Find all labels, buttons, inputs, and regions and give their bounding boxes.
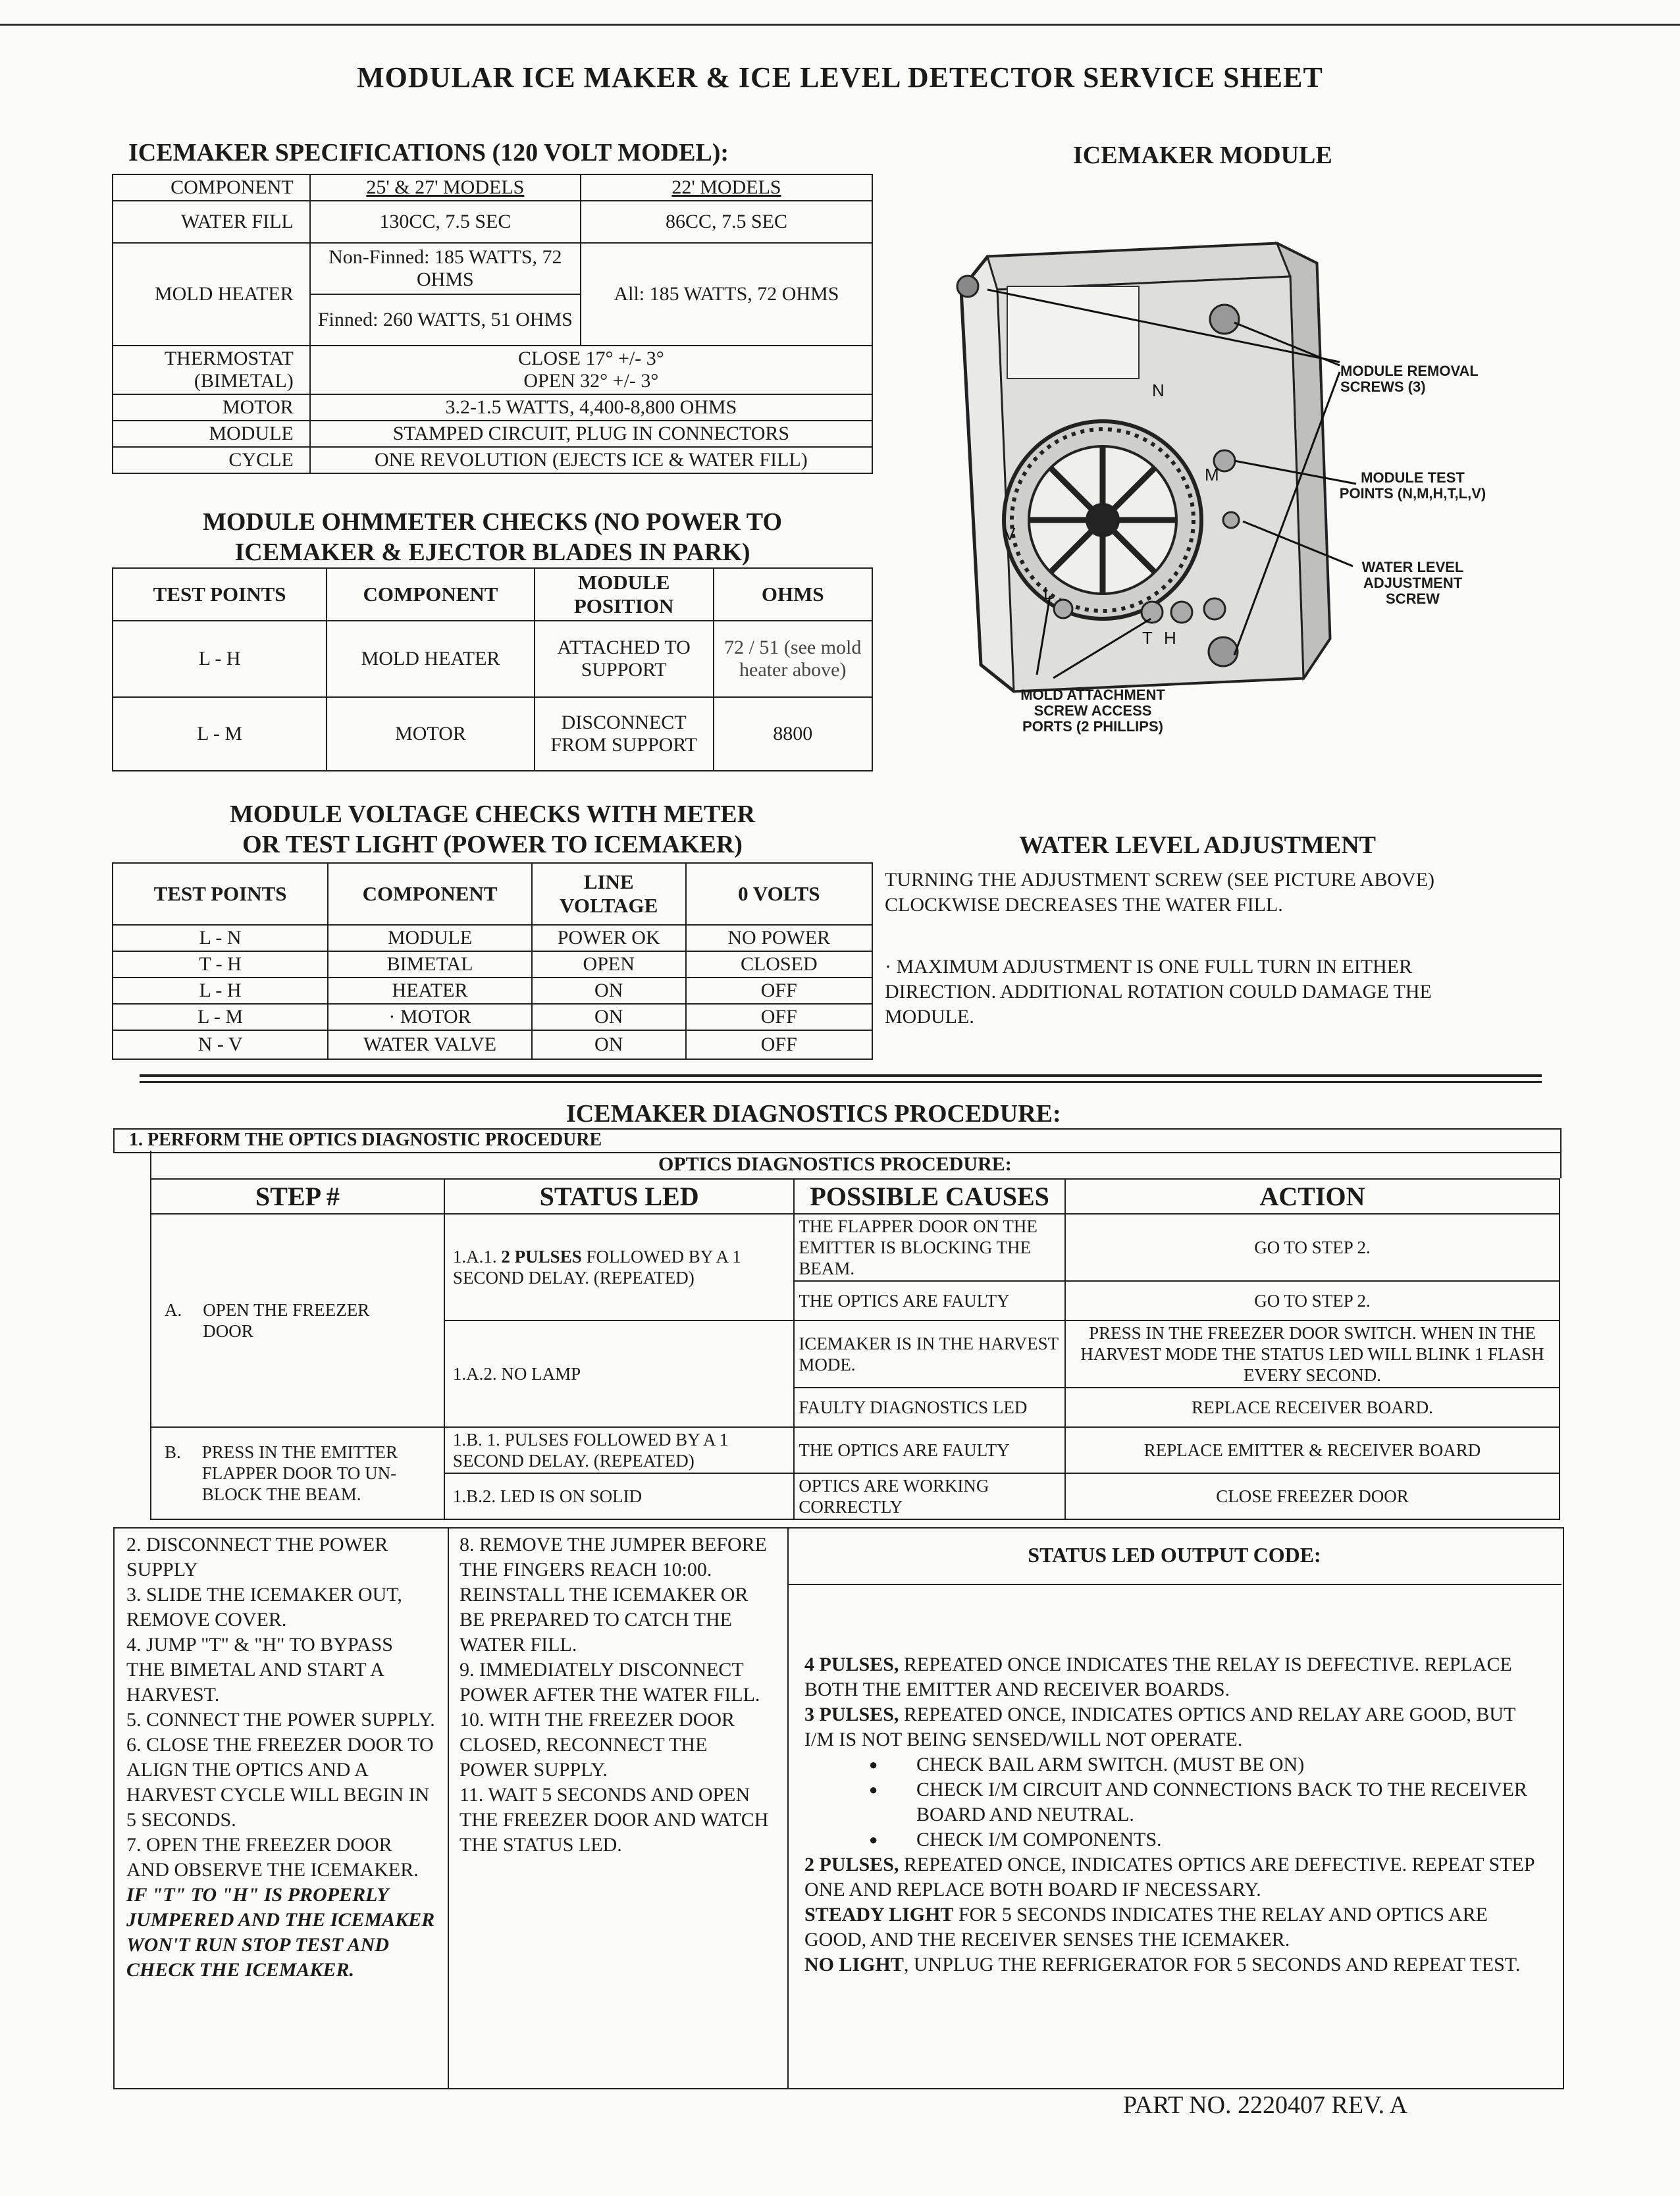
status-3-pulses <box>804 1702 1548 1752</box>
status-2-pulses-bold: 2 PULSES, <box>804 1854 899 1875</box>
callout-water-level-screw: WATER LEVEL ADJUSTMENT SCREW <box>1361 559 1464 607</box>
spec-value: 3.2-1.5 WATTS, 4,400-8,800 OHMS <box>310 394 872 421</box>
spec-label: WATER FILL <box>113 201 310 243</box>
procedure-col-divider <box>787 1527 789 2088</box>
ohm-cell: MOLD HEATER <box>327 621 535 697</box>
status-a1 <box>444 1214 794 1320</box>
spec-label: MOLD HEATER <box>113 243 310 346</box>
status-no-light <box>804 1952 1548 1977</box>
procedure-steps-mid <box>459 1532 775 1858</box>
status-steady-light-text: FOR 5 SECONDS INDICATES THE RELAY AND OPTICS ARE GOOD, AND THE RECEIVER SENSES THE ICEMAKER. <box>804 1904 1488 1950</box>
step-a-text: OPEN THE FREEZER DOOR <box>203 1300 370 1341</box>
specs-row-water-fill <box>113 201 872 243</box>
step-b-letter: B. <box>165 1442 181 1462</box>
volt-cell: MODULE <box>328 925 532 951</box>
volt-cell: POWER OK <box>532 925 686 951</box>
ohm-cell: DISCONNECT FROM SUPPORT <box>535 697 714 771</box>
spec-value <box>310 346 872 394</box>
ohm-cell: 72 / 51 (see mold heater above) <box>714 621 872 697</box>
spec-label: CYCLE <box>113 447 310 473</box>
specs-row-thermostat <box>113 346 872 394</box>
status-4-pulses-text: REPEATED ONCE INDICATES THE RELAY IS DEFECTIVE. REPLACE BOTH THE EMITTER AND RECEIVER BOARDS. <box>804 1654 1512 1700</box>
volt-cell: · MOTOR <box>328 1004 532 1030</box>
status-code-body <box>804 1652 1548 1977</box>
spec-value-non-finned: Non-Finned: 185 WATTS, 72 OHMS <box>310 243 581 294</box>
optics-header-causes: POSSIBLE CAUSES <box>794 1179 1065 1214</box>
test-point-l: L <box>1043 583 1053 603</box>
procedure-step: 11. WAIT 5 SECONDS AND OPEN THE FREEZER DOOR AND WATCH THE STATUS LED. <box>459 1784 769 1856</box>
volt-cell: T - H <box>113 951 328 978</box>
volt-header: TEST POINTS <box>113 863 328 925</box>
procedure-step: 8. REMOVE THE JUMPER BEFORE THE FINGERS REACH 10:00. REINSTALL THE ICEMAKER OR BE PREPARED TO CATCH THE WATER FILL. <box>459 1534 767 1656</box>
optics-header-row <box>151 1179 1560 1214</box>
status-2-pulses-text: REPEATED ONCE, INDICATES OPTICS ARE DEFECTIVE. REPEAT STEP ONE AND REPLACE BOTH BOARD IF NECESSARY. <box>804 1854 1535 1900</box>
section-divider <box>140 1074 1542 1077</box>
volt-cell: OFF <box>686 1030 872 1059</box>
test-point-h: H <box>1164 628 1176 648</box>
status-code-heading: STATUS LED OUTPUT CODE: <box>1028 1543 1321 1567</box>
status-3-pulses-text: REPEATED ONCE, INDICATES OPTICS AND RELAY ARE GOOD, BUT I/M IS NOT BEING SENSED/WILL NOT OPERATE. <box>804 1704 1515 1750</box>
action-a1-1: GO TO STEP 2. <box>1065 1214 1560 1281</box>
status-a1-post: FOLLOWED BY A 1 SECOND DELAY. (REPEATED) <box>452 1247 741 1288</box>
test-point-n: N <box>1152 380 1165 400</box>
volt-cell: ON <box>532 1004 686 1030</box>
status-b1: 1.B. 1. PULSES FOLLOWED BY A 1 SECOND DELAY. (REPEATED) <box>444 1427 794 1473</box>
step-b-cell <box>151 1427 444 1519</box>
specs-row-motor <box>113 394 872 421</box>
optics-title: OPTICS DIAGNOSTICS PROCEDURE: <box>658 1153 1012 1175</box>
status-a1-bold: 2 PULSES <box>501 1247 582 1267</box>
status-a1-pre: 1.A.1. <box>452 1247 497 1267</box>
cause-a1-2: THE OPTICS ARE FAULTY <box>794 1281 1065 1320</box>
check-item: ● CHECK I/M CIRCUIT AND CONNECTIONS BACK TO THE RECEIVER BOARD AND NEUTRAL. <box>916 1777 1548 1827</box>
ohm-cell: 8800 <box>714 697 872 771</box>
ohm-cell: ATTACHED TO SUPPORT <box>535 621 714 697</box>
ohm-table <box>112 567 873 771</box>
specs-header-component: COMPONENT <box>113 174 310 201</box>
step-b-text: PRESS IN THE EMITTER FLAPPER DOOR TO UN-BLOCK THE BEAM. <box>201 1442 398 1504</box>
step-a <box>165 1299 440 1342</box>
volt-heading-line: OR TEST LIGHT (POWER TO ICEMAKER) <box>242 831 743 858</box>
optics-header-status: STATUS LED <box>444 1179 794 1214</box>
spec-value: 86CC, 7.5 SEC <box>581 201 872 243</box>
specs-header-row <box>113 174 872 201</box>
step-a-letter: A. <box>165 1300 182 1320</box>
cause-a2-2: FAULTY DIAGNOSTICS LED <box>794 1388 1065 1427</box>
spec-value-all: All: 185 WATTS, 72 OHMS <box>581 243 872 346</box>
procedure-step: 6. CLOSE THE FREEZER DOOR TO ALIGN THE OPTICS AND A HARVEST CYCLE WILL BEGIN IN 5 SECONDS. <box>126 1734 434 1831</box>
specs-header-25-27: 25' & 27' MODELS <box>310 174 581 201</box>
ohm-header: OHMS <box>714 568 872 621</box>
spec-label: MODULE <box>113 421 310 447</box>
diagnostics-heading: ICEMAKER DIAGNOSTICS PROCEDURE: <box>566 1100 1061 1128</box>
volt-cell: L - N <box>113 925 328 951</box>
volt-cell: WATER VALVE <box>328 1030 532 1059</box>
volt-row <box>113 925 872 951</box>
status-3-pulses-bold: 3 PULSES, <box>804 1704 899 1725</box>
part-number: PART NO. 2220407 REV. A <box>1123 2091 1408 2119</box>
ohm-header: COMPONENT <box>327 568 535 621</box>
specs-table <box>112 174 873 474</box>
procedure-step: 3. SLIDE THE ICEMAKER OUT, REMOVE COVER. <box>126 1584 402 1631</box>
spec-label <box>113 346 310 394</box>
volt-cell: CLOSED <box>686 951 872 978</box>
spec-value: STAMPED CIRCUIT, PLUG IN CONNECTORS <box>310 421 872 447</box>
test-point-t: T <box>1142 628 1153 648</box>
volt-cell: NO POWER <box>686 925 872 951</box>
procedure-step: 9. IMMEDIATELY DISCONNECT POWER AFTER THE WATER FILL. <box>459 1659 760 1706</box>
diagnostics-step1: 1. PERFORM THE OPTICS DIAGNOSTIC PROCEDURE <box>129 1130 602 1150</box>
procedure-step: 5. CONNECT THE POWER SUPPLY. <box>126 1709 435 1731</box>
procedure-step: 2. DISCONNECT THE POWER SUPPLY <box>126 1534 388 1581</box>
action-a2-2: REPLACE RECEIVER BOARD. <box>1065 1388 1560 1427</box>
cause-b1: THE OPTICS ARE FAULTY <box>794 1427 1065 1473</box>
volt-header: 0 VOLTS <box>686 863 872 925</box>
optics-table <box>150 1178 1560 1520</box>
volt-cell: OFF <box>686 978 872 1004</box>
ohm-cell: L - M <box>113 697 327 771</box>
specs-row-module <box>113 421 872 447</box>
volt-header: COMPONENT <box>328 863 532 925</box>
volt-table <box>112 862 873 1060</box>
optics-row-a1 <box>151 1214 1560 1281</box>
ohm-cell: MOTOR <box>327 697 535 771</box>
callout-module-removal-screws: MODULE REMOVAL SCREWS (3) <box>1340 363 1479 395</box>
water-level-text-1: TURNING THE ADJUSTMENT SCREW (SEE PICTURE ABOVE) CLOCKWISE DECREASES THE WATER FILL. <box>885 869 1435 916</box>
thermostat-close: CLOSE 17° +/- 3° <box>518 348 664 369</box>
procedure-step: 4. JUMP "T" & "H" TO BYPASS THE BIMETAL AND START A HARVEST. <box>126 1634 393 1706</box>
optics-header-step: STEP # <box>151 1179 444 1214</box>
procedure-warning: IF "T" TO "H" IS PROPERLY JUMPERED AND THE ICEMAKER WON'T RUN STOP TEST AND CHECK THE ICEMAKER. <box>126 1884 435 1981</box>
status-b2: 1.B.2. LED IS ON SOLID <box>444 1473 794 1519</box>
spec-value: ONE REVOLUTION (EJECTS ICE & WATER FILL) <box>310 447 872 473</box>
status-a2: 1.A.2. NO LAMP <box>444 1320 794 1427</box>
water-level-text-2: · MAXIMUM ADJUSTMENT IS ONE FULL TURN IN EITHER DIRECTION. ADDITIONAL ROTATION COULD DAMAGE THE MODULE. <box>885 956 1432 1028</box>
optics-header-action: ACTION <box>1065 1179 1560 1214</box>
module-heading: ICEMAKER MODULE <box>1073 142 1332 169</box>
callout-module-test-points: MODULE TEST POINTS (N,M,H,T,L,V) <box>1339 469 1486 502</box>
action-a2-1: PRESS IN THE FREEZER DOOR SWITCH. WHEN IN THE HARVEST MODE THE STATUS LED WILL BLINK 1 FLASH EVERY SECOND. <box>1065 1320 1560 1388</box>
volt-row <box>113 1004 872 1030</box>
volt-cell: HEATER <box>328 978 532 1004</box>
status-no-light-text: , UNPLUG THE REFRIGERATOR FOR 5 SECONDS AND REPEAT TEST. <box>903 1954 1521 1975</box>
check-item: ● CHECK I/M COMPONENTS. <box>916 1827 1548 1852</box>
volt-row <box>113 978 872 1004</box>
volt-heading <box>112 799 873 860</box>
water-level-heading: WATER LEVEL ADJUSTMENT <box>1019 831 1376 859</box>
volt-row <box>113 951 872 978</box>
status-4-pulses <box>804 1652 1548 1702</box>
cause-a2-1: ICEMAKER IS IN THE HARVEST MODE. <box>794 1320 1065 1388</box>
action-b1: REPLACE EMITTER & RECEIVER BOARD <box>1065 1427 1560 1473</box>
spec-value: 130CC, 7.5 SEC <box>310 201 581 243</box>
procedure-step: 10. WITH THE FREEZER DOOR CLOSED, RECONNECT THE POWER SUPPLY. <box>459 1709 735 1781</box>
ohm-heading-line: MODULE OHMMETER CHECKS (NO POWER TO <box>202 508 783 536</box>
callout-mold-attachment-ports: MOLD ATTACHMENT SCREW ACCESS PORTS (2 PHILLIPS) <box>1020 687 1165 735</box>
section-divider <box>140 1081 1542 1083</box>
spec-label-line: THERMOSTAT <box>164 348 294 369</box>
step-a-cell <box>151 1214 444 1427</box>
check-item: ● CHECK BAIL ARM SWITCH. (MUST BE ON) <box>916 1752 1548 1777</box>
specs-header-22: 22' MODELS <box>581 174 872 201</box>
status-2-pulses <box>804 1852 1548 1902</box>
volt-cell: OPEN <box>532 951 686 978</box>
ohm-row <box>113 621 872 697</box>
action-a1-2: GO TO STEP 2. <box>1065 1281 1560 1320</box>
optics-row-b1 <box>151 1427 1560 1473</box>
volt-cell: ON <box>532 1030 686 1059</box>
ohm-header: TEST POINTS <box>113 568 327 621</box>
volt-header: LINE VOLTAGE <box>532 863 686 925</box>
test-point-m: M <box>1205 465 1219 484</box>
volt-cell: N - V <box>113 1030 328 1059</box>
procedure-steps-left <box>126 1532 436 1983</box>
status-steady-light <box>804 1902 1548 1952</box>
action-b2: CLOSE FREEZER DOOR <box>1065 1473 1560 1519</box>
ohm-header-row <box>113 568 872 621</box>
cause-b2: OPTICS ARE WORKING CORRECTLY <box>794 1473 1065 1519</box>
volt-header-row <box>113 863 872 925</box>
specs-heading: ICEMAKER SPECIFICATIONS (120 VOLT MODEL): <box>128 139 729 167</box>
top-rule <box>0 24 1680 26</box>
cause-a1-1: THE FLAPPER DOOR ON THE EMITTER IS BLOCKING THE BEAM. <box>794 1214 1065 1281</box>
volt-cell: L - H <box>113 978 328 1004</box>
volt-cell: ON <box>532 978 686 1004</box>
volt-cell: OFF <box>686 1004 872 1030</box>
volt-cell: BIMETAL <box>328 951 532 978</box>
spec-label: MOTOR <box>113 394 310 421</box>
procedure-col-divider <box>448 1527 449 2088</box>
status-4-pulses-bold: 4 PULSES, <box>804 1654 899 1675</box>
status-3-pulses-checks <box>804 1752 1548 1852</box>
status-no-light-bold: NO LIGHT <box>804 1954 904 1975</box>
ohm-header: MODULE POSITION <box>535 568 714 621</box>
ohm-heading-line: ICEMAKER & EJECTOR BLADES IN PARK) <box>234 538 750 566</box>
specs-row-mold-heater <box>113 243 872 294</box>
ohm-cell: L - H <box>113 621 327 697</box>
test-point-v: V <box>1004 524 1016 544</box>
volt-heading-line: MODULE VOLTAGE CHECKS WITH METER <box>229 800 756 828</box>
status-steady-light-bold: STEADY LIGHT <box>804 1904 954 1925</box>
procedure-step: 7. OPEN THE FREEZER DOOR AND OBSERVE THE ICEMAKER. <box>126 1834 419 1881</box>
spec-label-line: (BIMETAL) <box>194 370 294 392</box>
page-title: MODULAR ICE MAKER & ICE LEVEL DETECTOR SERVICE SHEET <box>357 61 1323 93</box>
volt-cell: L - M <box>113 1004 328 1030</box>
spec-value-finned: Finned: 260 WATTS, 51 OHMS <box>310 294 581 346</box>
volt-row <box>113 1030 872 1059</box>
specs-row-cycle <box>113 447 872 473</box>
ohm-heading <box>112 507 873 567</box>
step-b <box>165 1442 440 1505</box>
ohm-row <box>113 697 872 771</box>
thermostat-open: OPEN 32° +/- 3° <box>523 370 659 392</box>
